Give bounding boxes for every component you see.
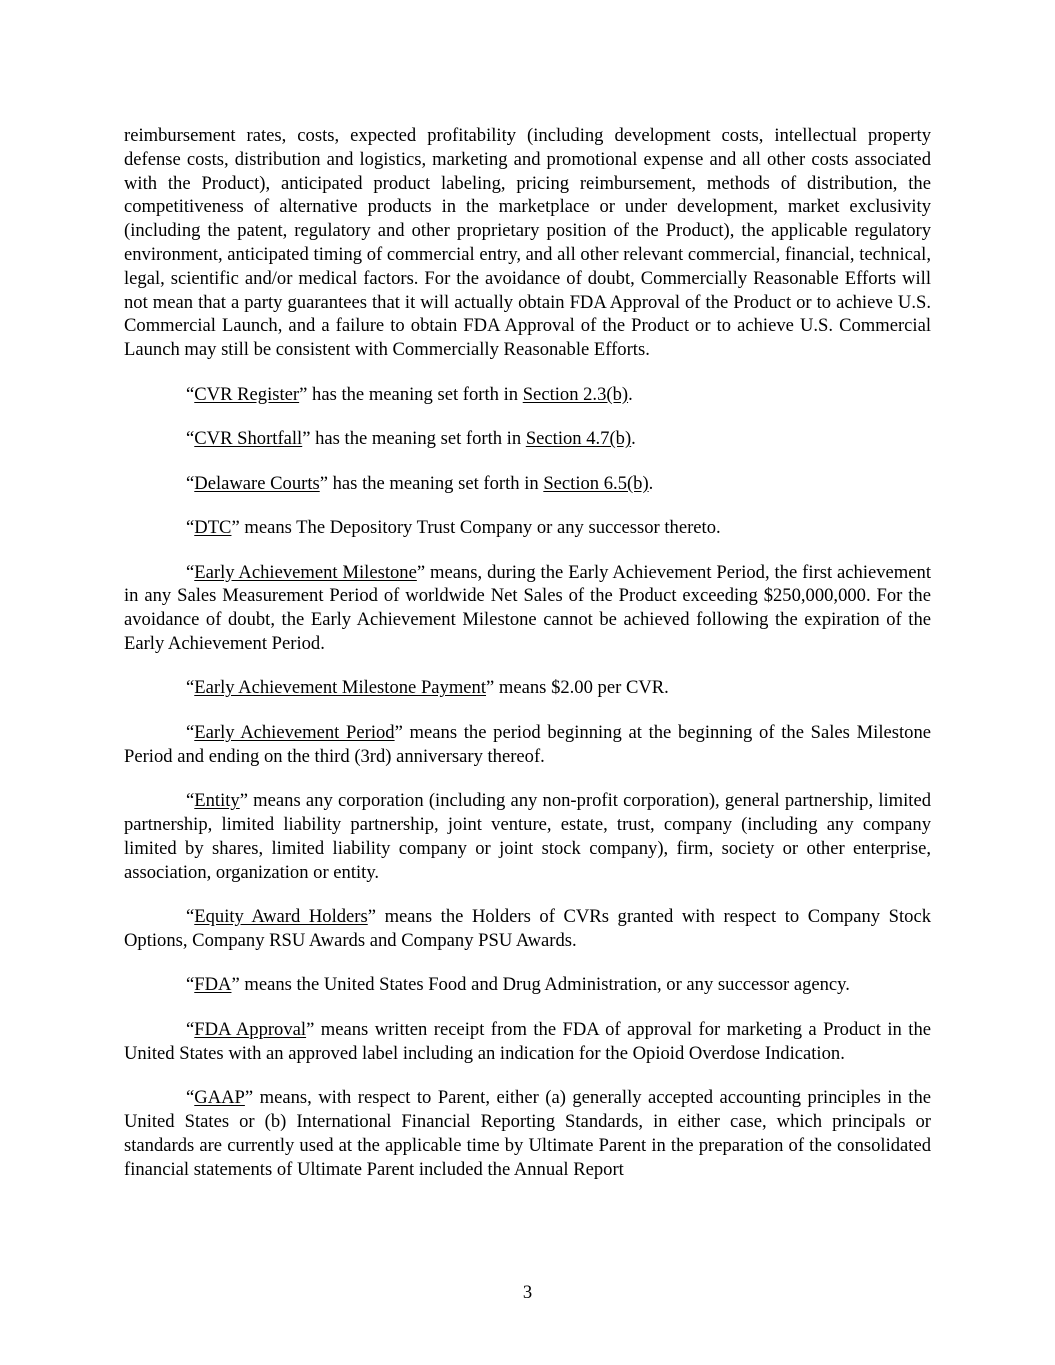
section-reference: Section 4.7(b) <box>525 428 632 450</box>
definition-entity: “Entity” means any corporation (including any non-profit corporation), general partnership, limited partnership, limited liability partnership, joint venture, estate, trust, company (including any company limited by shares, limited liability company or joint stock company), firm, society or other enterprise, association, organization or entity. <box>124 790 931 883</box>
defined-term: DTC <box>194 517 232 539</box>
defined-term: Delaware Courts <box>194 472 320 494</box>
definition-cvr-register: “CVR Register” has the meaning set forth in Section 2.3(b). <box>186 383 633 405</box>
definition-early-achievement-milestone: “Early Achievement Milestone” means, during the Early Achievement Period, the first achievement in any Sales Measurement Period of worldwide Net Sales of the Product exceeding $250,000,000. For the avoidance of doubt, the Early Achievement Milestone cannot be achieved following the expiration of the Early Achievement Period. <box>124 561 931 654</box>
definition-delaware-courts: “Delaware Courts” has the meaning set forth in Section 6.5(b). <box>186 472 654 494</box>
definition-cvr-shortfall: “CVR Shortfall” has the meaning set forth in Section 4.7(b). <box>186 428 636 450</box>
defined-term: Early Achievement Milestone Payment <box>194 677 487 699</box>
defined-term: Equity Award Holders <box>194 906 368 928</box>
defined-term: FDA Approval <box>194 1018 307 1040</box>
defined-term: FDA <box>194 974 232 996</box>
definition-early-achievement-milestone-payment: “Early Achievement Milestone Payment” means $2.00 per CVR. <box>186 677 669 699</box>
definition-equity-award-holders: “Equity Award Holders” means the Holders of CVRs granted with respect to Company Stock Options, Company RSU Awards and Company PSU Awards. <box>124 906 932 951</box>
section-reference: Section 2.3(b) <box>522 383 629 405</box>
definition-fda: “FDA” means the United States Food and Drug Administration, or any successor agency. <box>186 974 850 996</box>
defined-term: Early Achievement Period <box>194 721 395 743</box>
defined-term: GAAP <box>194 1087 245 1109</box>
section-reference: Section 6.5(b) <box>543 472 649 494</box>
intro-paragraph: reimbursement rates, costs, expected profitability (including development costs, intellectual property defense costs, distribution and logistics, marketing and promotional expense and all other costs associated with the Product), anticipated product labeling, pricing reimbursement, methods of distribution, the competitiveness of alternative products in the marketplace or under development, market exclusivity (including the patent, regulatory and other proprietary position of the Product), the applicable regulatory environment, anticipated timing of commercial entry, and all other relevant commercial, financial, technical, legal, scientific and/or medical factors. For the avoidance of doubt, Commercially Reasonable Efforts will not mean that a party guarantees that it will actually obtain FDA Approval of the Product or to achieve U.S. Commercial Launch, and a failure to obtain FDA Approval of the Product or to achieve U.S. Commercial Launch may still be consistent with Commercially Reasonable Efforts. <box>124 125 931 361</box>
definition-gaap: “GAAP” means, with respect to Parent, either (a) generally accepted accounting principles in the United States or (b) International Financial Reporting Standards, in either case, which principals or standards are currently used at the applicable time by Ultimate Parent in the preparation of the consolidated financial statements of Ultimate Parent included the Annual Report <box>124 1087 931 1180</box>
document-page <box>124 124 931 1202</box>
definition-dtc: “DTC” means The Depository Trust Company or any successor thereto. <box>186 517 721 539</box>
defined-term: CVR Shortfall <box>194 428 303 450</box>
definition-early-achievement-period: “Early Achievement Period” means the period beginning at the beginning of the Sales Milestone Period and ending on the third (3rd) anniversary thereof. <box>124 721 931 767</box>
defined-term: CVR Register <box>194 383 300 405</box>
definition-fda-approval: “FDA Approval” means written receipt from the FDA of approval for marketing a Product in the United States with an approved label including an indication for the Opioid Overdose Indication. <box>124 1018 931 1064</box>
page-number: 3 <box>522 1282 533 1303</box>
defined-term: Early Achievement Milestone <box>194 561 417 583</box>
defined-term: Entity <box>194 790 240 812</box>
